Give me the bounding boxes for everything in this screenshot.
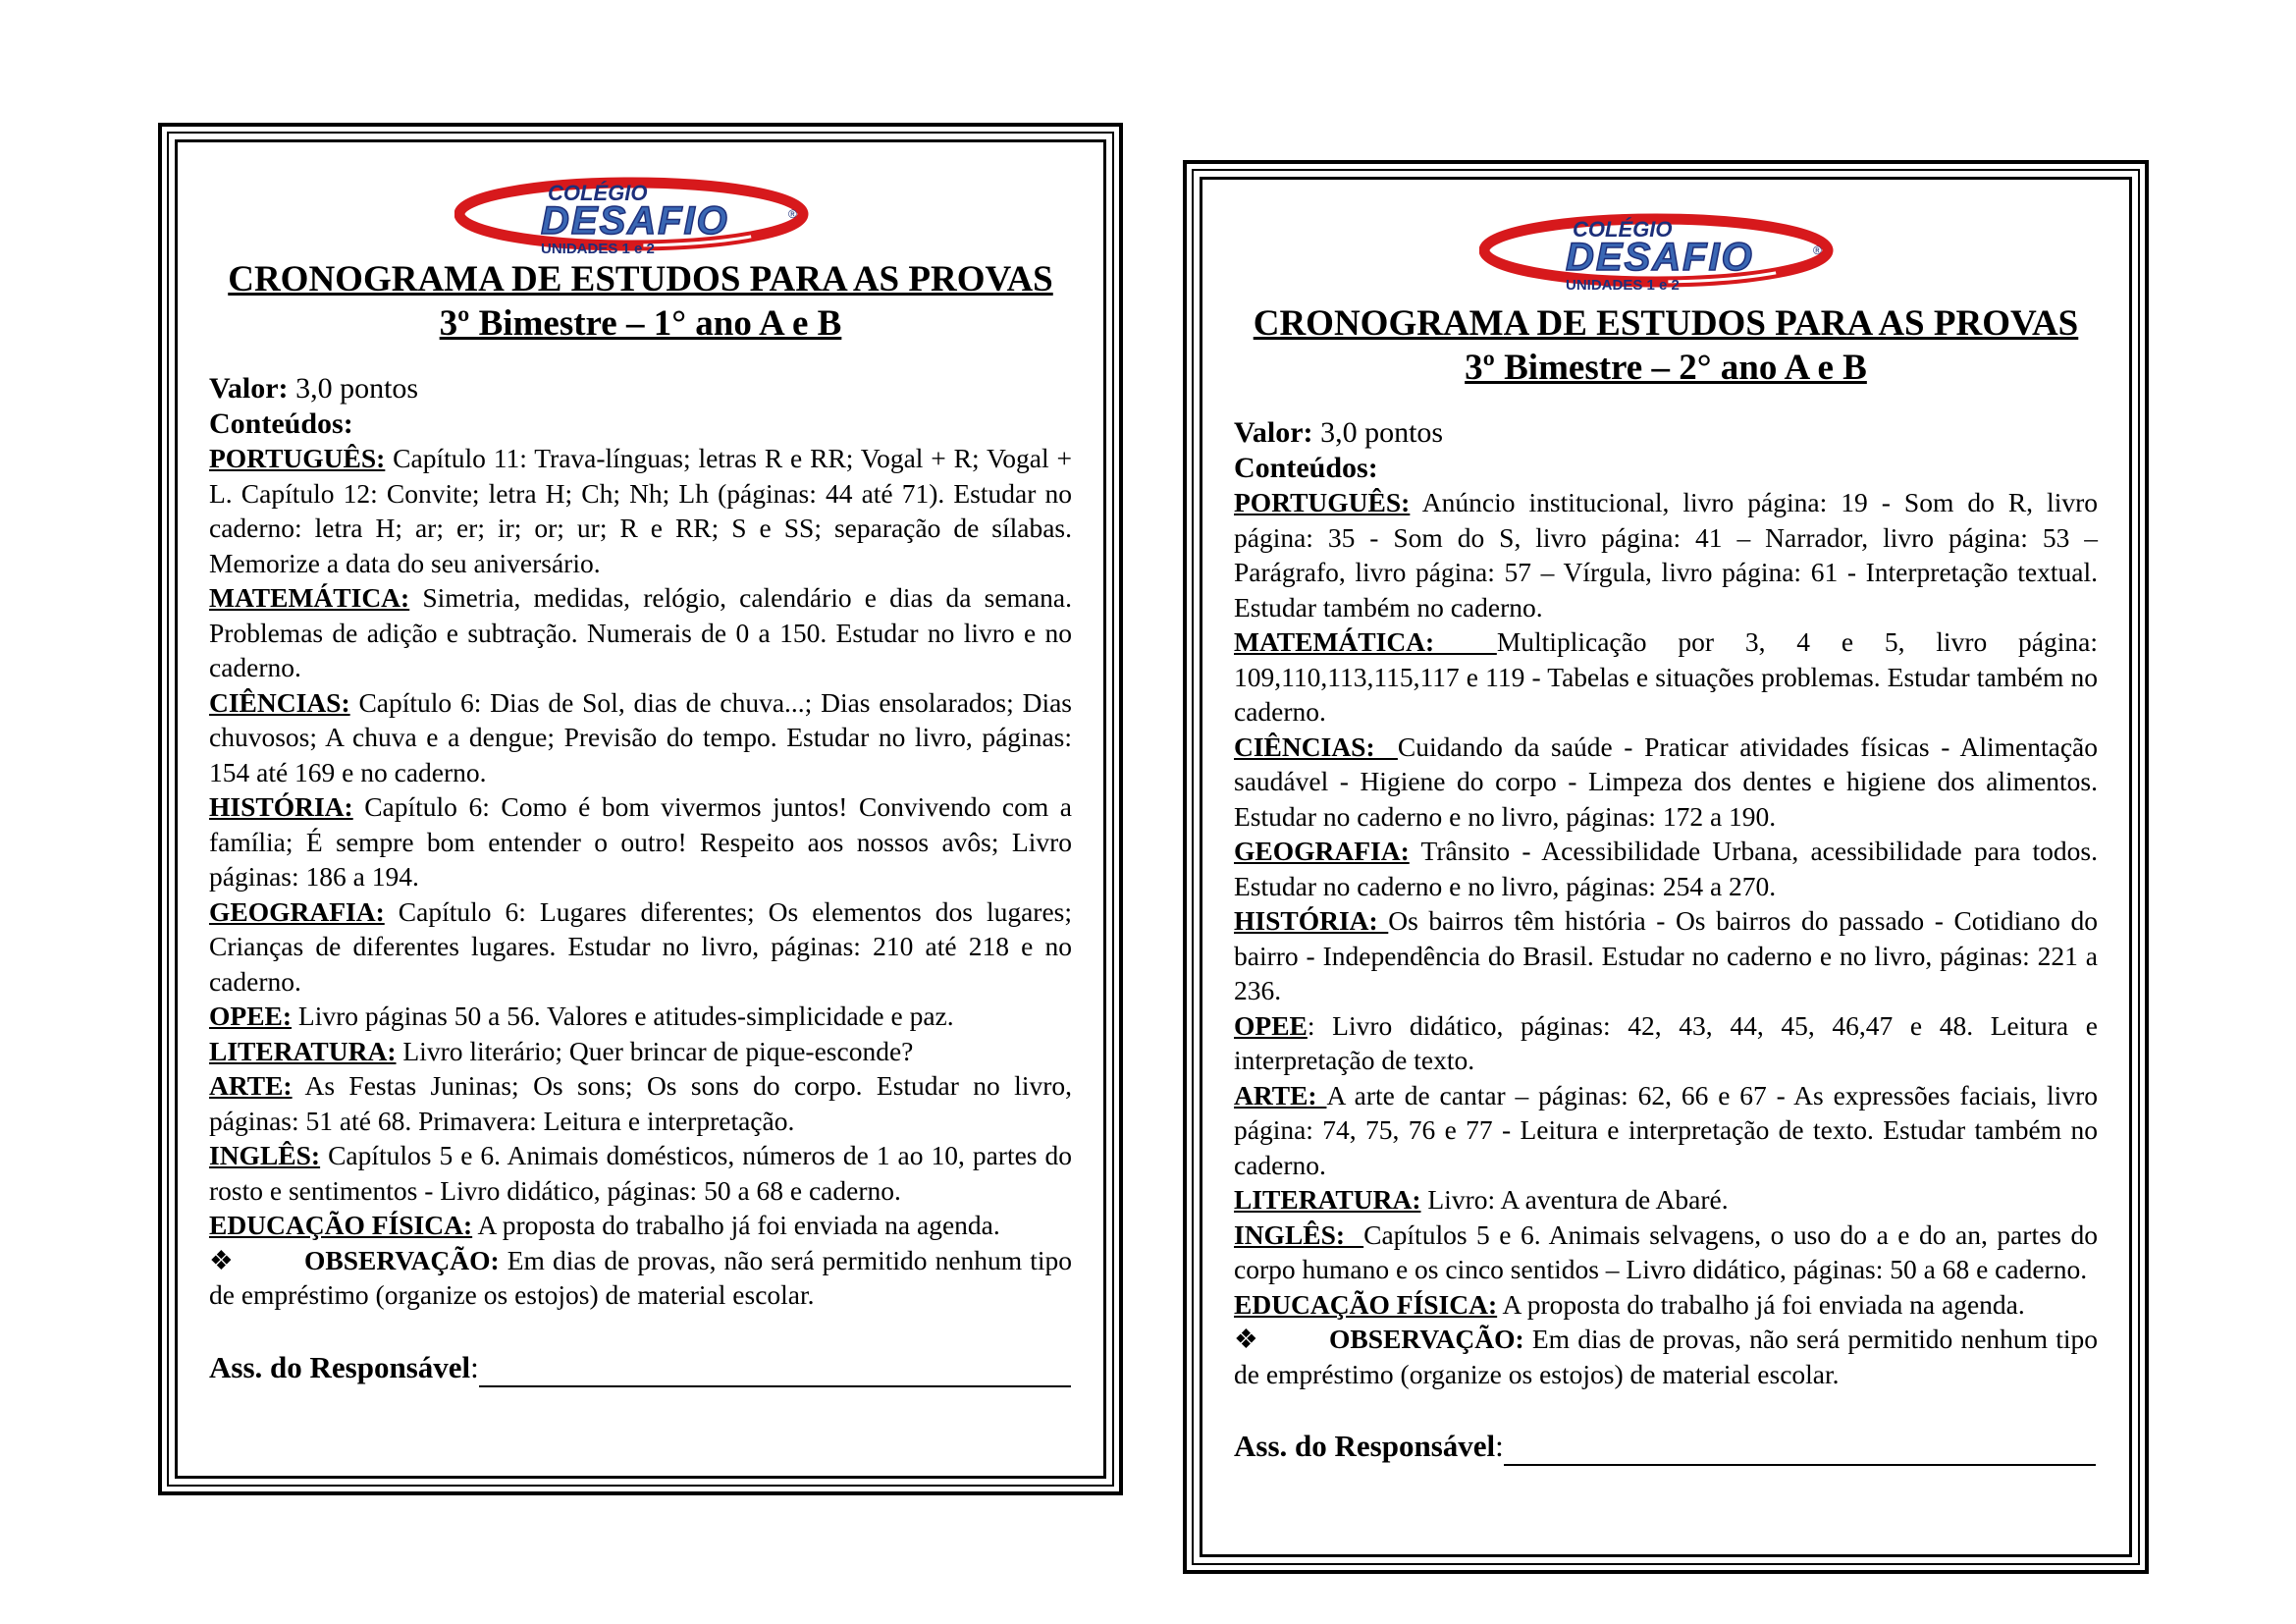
signature-label: Ass. do Responsável	[1234, 1429, 1496, 1463]
subject-ciencias	[1234, 730, 2098, 835]
subject-text: A arte de cantar – páginas: 62, 66 e 67 - As expressões faciais, livro página: 74, 75, 76 e 77 - Leitura e interpretação de texto. Estudar também no caderno.	[1234, 1079, 2098, 1180]
observation-text: Em dias de provas, não será permitido nenhum tipo de empréstimo (organize os estojos) de material escolar.	[1234, 1324, 2098, 1389]
subject-text: Multiplicação por 3, 4 e 5, livro página: 109,110,113,115,117 e 119 - Tabelas e situações problemas. Estudar também no caderno.	[1234, 626, 2098, 727]
colegio-desafio-logo	[1479, 205, 1852, 294]
valor-line	[1234, 415, 2098, 451]
subject-portugues	[1234, 485, 2098, 624]
subject-label: OPEE	[1234, 1009, 1308, 1041]
signature-line: Ass. do Responsável:	[209, 1348, 1072, 1387]
signature-blank	[479, 1360, 1071, 1387]
subject-ingles	[1234, 1218, 2098, 1287]
subject-arte	[209, 1068, 1072, 1138]
page-subtitle: 3º Bimestre – 1° ano A e B	[439, 303, 842, 344]
valor-label: Valor:	[1234, 416, 1313, 449]
subject-text: Livro páginas 50 a 56. Valores e atitudes-simplicidade e paz.	[292, 1001, 954, 1031]
subject-educacao-fisica	[209, 1208, 1072, 1243]
subject-portugues	[209, 441, 1072, 580]
svg-text:®: ®	[787, 207, 797, 221]
subject-label: EDUCAÇÃO FÍSICA:	[209, 1210, 473, 1240]
subject-opee	[209, 999, 1072, 1034]
colegio-desafio-logo	[454, 169, 828, 257]
subject-label: HISTÓRIA:	[1234, 905, 1389, 936]
observation-label: OBSERVAÇÃO:	[1329, 1324, 1524, 1354]
subject-historia	[209, 789, 1072, 894]
subject-label: GEOGRAFIA:	[209, 895, 385, 927]
subject-literatura	[1234, 1182, 2098, 1218]
observation-label: OBSERVAÇÃO:	[304, 1244, 500, 1275]
subject-label: PORTUGUÊS:	[209, 443, 386, 473]
subject-text: Capítulos 5 e 6. Animais selvagens, o uso do a e do an, partes do corpo humano e os cinco sentidos – Livro didático, páginas: 50 a 68 e caderno.	[1234, 1218, 2098, 1284]
observation	[1234, 1322, 2098, 1391]
subject-label: MATEMÁTICA:	[209, 582, 410, 613]
schedule-body	[209, 371, 1072, 1313]
subject-text: Capítulos 5 e 6. Animais domésticos, números de 1 ao 10, partes do rosto e sentimentos - Livro didático, páginas: 50 a 68 e caderno.	[209, 1140, 1072, 1206]
subject-arte	[1234, 1078, 2098, 1183]
subject-label: MATEMÁTICA:	[1234, 626, 1497, 657]
valor-line	[209, 371, 1072, 406]
valor-value: 3,0 pontos	[288, 372, 419, 405]
subject-text: Capítulo 11: Trava-línguas; letras R e RR; Vogal + R; Vogal + L. Capítulo 12: Convite; letra H; Ch; Nh; Lh (páginas: 44 até 71). Estudar no caderno: letra H; ar; er; ir; or; ur; R e RR; S e SS; separação de sílabas. Memorize a data do seu aniversário.	[209, 443, 1072, 578]
subject-label: HISTÓRIA:	[209, 791, 353, 822]
subject-matematica	[1234, 624, 2098, 730]
subject-ciencias	[209, 685, 1072, 790]
svg-text:UNIDADES 1 e 2: UNIDADES 1 e 2	[540, 241, 655, 257]
svg-text:COLÉGIO: COLÉGIO	[547, 181, 647, 205]
signature-line: Ass. do Responsável:	[1234, 1427, 2098, 1466]
subject-literatura	[209, 1034, 1072, 1069]
subject-text: Simetria, medidas, relógio, calendário e dias da semana. Problemas de adição e subtração. Numerais de 0 a 150. Estudar no livro e no caderno.	[209, 582, 1072, 682]
svg-text:DESAFIO: DESAFIO	[540, 199, 729, 243]
svg-text:COLÉGIO: COLÉGIO	[1573, 217, 1673, 242]
signature-label: Ass. do Responsável	[209, 1349, 471, 1384]
subject-geografia	[1234, 834, 2098, 903]
schedule-body	[1234, 415, 2098, 1391]
subject-text: Anúncio institucional, livro página: 19 - Som do R, livro página: 35 - Som do S, livro página: 41 – Narrador, livro página: 53 – Parágrafo, livro página: 57 – Vírgula, livro página: 61 - Interpretação textual. Estudar também no caderno.	[1234, 487, 2098, 623]
observation-text: Em dias de provas, não será permitido nenhum tipo de empréstimo (organize os estojos) de material escolar.	[209, 1244, 1072, 1310]
subject-geografia	[209, 894, 1072, 1000]
valor-label: Valor:	[209, 372, 289, 405]
svg-text:UNIDADES 1 e 2: UNIDADES 1 e 2	[1566, 277, 1680, 294]
subject-text: : Livro didático, páginas: 42, 43, 44, 45, 46,47 e 48. Leitura e interpretação de texto.	[1234, 1009, 2098, 1075]
diamond-bullet-icon: ❖	[209, 1244, 234, 1275]
conteudos-label: Conteúdos:	[1234, 451, 1378, 484]
subject-label: OPEE:	[209, 1001, 293, 1031]
subject-text: A proposta do trabalho já foi enviada na agenda.	[1497, 1288, 2025, 1320]
subject-label: CIÊNCIAS:	[209, 686, 350, 718]
subject-label: EDUCAÇÃO FÍSICA:	[1234, 1288, 1498, 1320]
subject-historia	[1234, 903, 2098, 1008]
subject-label: GEOGRAFIA:	[1234, 836, 1410, 866]
subject-text: Livro literário; Quer brincar de pique-esconde?	[396, 1035, 914, 1066]
valor-value: 3,0 pontos	[1312, 416, 1444, 449]
signature-blank	[1504, 1438, 2096, 1466]
schedule-card-2nd-grade	[1183, 160, 2149, 1574]
subject-label: INGLÊS:	[209, 1140, 321, 1170]
subject-text: A proposta do trabalho já foi enviada na agenda.	[472, 1210, 1000, 1240]
subject-label: PORTUGUÊS:	[1234, 487, 1411, 517]
subject-label: ARTE:	[209, 1070, 293, 1101]
subject-text: Trânsito - Acessibilidade Urbana, acessibilidade para todos. Estudar no caderno e no livro, páginas: 254 a 270.	[1234, 836, 2098, 901]
page-title: CRONOGRAMA DE ESTUDOS PARA AS PROVAS	[228, 259, 1053, 299]
subject-text: Livro: A aventura de Abaré.	[1420, 1184, 1729, 1215]
subject-label: LITERATURA:	[1234, 1184, 1421, 1215]
subject-text: Capítulo 6: Lugares diferentes; Os elementos dos lugares; Crianças de diferentes lugares. Estudar no livro, páginas: 210 até 218 e no caderno.	[209, 895, 1072, 997]
subject-label: ARTE:	[1234, 1079, 1327, 1110]
subject-label: CIÊNCIAS:	[1234, 731, 1398, 762]
subject-text: Capítulo 6: Como é bom vivermos juntos! Convivendo com a família; É sempre bom entender o outro! Respeito aos nossos avôs; Livro páginas: 186 a 194.	[209, 791, 1072, 892]
subject-text: Cuidando da saúde - Praticar atividades físicas - Alimentação saudável - Higiene do corpo - Limpeza dos dentes e higiene dos alimentos. Estudar no caderno e no livro, páginas: 172 a 190.	[1234, 731, 2098, 832]
page-subtitle: 3º Bimestre – 2° ano A e B	[1465, 348, 1867, 388]
conteudos-label: Conteúdos:	[209, 406, 353, 440]
diamond-bullet-icon: ❖	[1234, 1324, 1258, 1354]
svg-text:®: ®	[1813, 244, 1822, 257]
subject-label: LITERATURA:	[209, 1035, 397, 1066]
svg-text:DESAFIO: DESAFIO	[1566, 236, 1754, 279]
subject-text: As Festas Juninas; Os sons; Os sons do corpo. Estudar no livro, páginas: 51 até 68. Primavera: Leitura e interpretação.	[209, 1070, 1072, 1136]
subject-opee	[1234, 1008, 2098, 1078]
observation	[209, 1243, 1072, 1313]
subject-text: Capítulo 6: Dias de Sol, dias de chuva...; Dias ensolarados; Dias chuvosos; A chuva e a dengue; Previsão do tempo. Estudar no livro, páginas: 154 até 169 e no caderno.	[209, 686, 1072, 787]
subject-matematica	[209, 580, 1072, 685]
schedule-card-1st-grade	[158, 123, 1123, 1495]
subject-label: INGLÊS:	[1234, 1218, 1364, 1250]
page-title: CRONOGRAMA DE ESTUDOS PARA AS PROVAS	[1253, 303, 2079, 344]
subject-ingles	[209, 1138, 1072, 1208]
subject-text: Os bairros têm história - Os bairros do passado - Cotidiano do bairro - Independência do Brasil. Estudar no caderno e no livro, páginas: 221 a 236.	[1234, 905, 2098, 1005]
subject-educacao-fisica	[1234, 1287, 2098, 1323]
